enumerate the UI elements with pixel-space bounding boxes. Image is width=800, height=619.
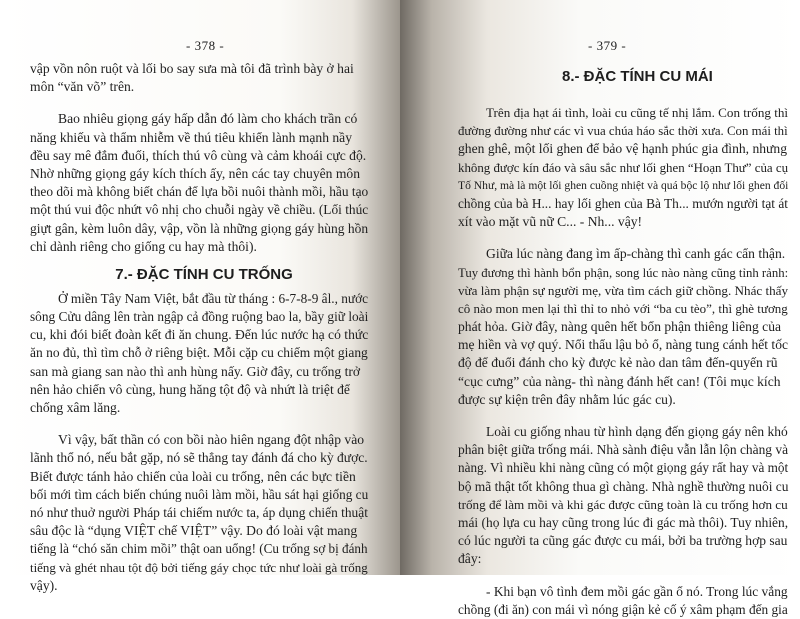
text-line: chồng (đi ăn) con mái vì nóng giận kẻ cố ý xâm phạm đến gia — [458, 601, 788, 617]
text-line: cô nào mon men lại thì thỉ to nhỏ với “ba cu tèo”, thì ghè tương — [458, 300, 788, 316]
text-line: mái (họ lựa cu hay cũng trong lúc đi gác mà thôi). Tuy nhiên, — [458, 514, 789, 530]
left-page — [0, 0, 400, 593]
text-line: bối mới tìm cách biến chúng nuôi làm mồi, hầu sát hại giống cu — [30, 486, 369, 502]
text-line: tiếng và ghét nhau tột độ bởi tiếng gáy chọc tức như loài gà trống — [30, 559, 368, 575]
text-line: không được kín đáo và sâu sắc như lối ghen “Hoạn Thư” của cụ — [458, 160, 789, 175]
text-line: Biết được tánh hảo chiến của loài cu trống, nên các bực tiền — [30, 468, 356, 484]
section-heading: 7.- ĐẶC TÍNH CU TRỐNG — [115, 265, 293, 283]
right-page — [400, 0, 800, 617]
text-line: Tuy đương thì hành bổn phận, song lúc nào nàng cũng tỉnh rảnh: — [458, 265, 789, 280]
text-line: đường đường như các vì vua chúa háo sắc thời xưa. Con mái thì — [458, 124, 788, 139]
text-line: nó như thuở người Pháp tái chiếm nước ta, áp dụng chiến thuật — [30, 504, 368, 520]
text-line: Trên địa hạt ái tình, loài cu cũng tế nhị lắm. Con trống thì — [486, 105, 789, 120]
paragraph — [30, 60, 368, 96]
text-line: xít vào mặt vũ nữ C... - Nh... vậy! — [458, 214, 643, 230]
text-line: vậy). — [30, 577, 58, 593]
text-line: sâu độc là “dụng VIỆT chế VIỆT” vậy. Do đó loài vật mang — [30, 523, 358, 539]
text-line: mẹ hiền và vợ quý. Nổi thẩu lậu bỏ ổ, nàng tung cánh hết tốc — [458, 337, 788, 353]
paragraph — [458, 245, 788, 409]
page-number-left: - 378 - — [186, 38, 225, 53]
text-line: một thú vui độc nhứt vô nhị cho chuỗi ngày về chiều. (Lối thúc — [30, 202, 369, 218]
text-line: Ở miền Tây Nam Việt, bắt đầu từ tháng : 6-7-8-9 âl., nước — [58, 290, 369, 306]
right-page-text — [458, 60, 788, 619]
section-heading: 8.- ĐẶC TÍNH CU MÁI — [562, 68, 713, 85]
text-line: chỉ dành riêng cho giống cu hay mà thôi). — [30, 238, 257, 254]
text-line: giựt gân, kèm luôn dây, vập, vồn là những giọng gáy hùng hồn — [30, 220, 369, 236]
text-line: năng khiếu và thẩm nhiễm về thú tiêu khiển lành mạnh nầy — [30, 129, 353, 145]
left-page-text — [30, 60, 368, 595]
text-line: Loài cu giống nhau từ hình dạng đến giọng gáy nên khó — [486, 424, 788, 439]
paragraph — [458, 583, 788, 619]
text-line: theo dõi mà không biết chán để lựa bồi nuôi thành mồi, hầu tạo — [30, 184, 369, 200]
text-line: Vì vậy, bất thần có con bồi nào hiên ngang đột nhập vào — [58, 432, 365, 448]
text-line: có lúc người ta cũng gác được cu mái, bởi ba trường hợp sau — [458, 533, 788, 549]
paragraph — [30, 290, 368, 417]
text-line: nàng. Vì nhiều khi nàng cũng có một giọng gáy rất hay và một — [458, 460, 789, 476]
text-line: Tố Như, mà là một lối ghen cuồng nhiệt và quá bộc lộ như lối ghen đối — [458, 178, 789, 192]
text-line: độ để đuổi đánh cho kỳ được kẻ nào dan tâm đến-quyến rũ — [458, 355, 778, 371]
text-line: lãnh thổ nó, nếu bắt gặp, nó sẽ thẳng tay đánh đá cho kỳ được. — [30, 450, 368, 466]
text-line: trống để làm mồi và khi gác được cũng toàn là cu trống hơn cu — [458, 496, 788, 512]
text-line: ăn no đủ, thì tìm chỗ ở riêng biệt. Mỗi cặp cu chiếm một giang — [30, 345, 368, 361]
text-line: tiếng là “chó săn chim mồi” thật oan uổng! (Cu trống sợ bị đánh — [30, 541, 368, 557]
text-line: Nhờ những giọng gáy kích thích ấy, nên các tay chuyên môn — [30, 165, 361, 181]
text-line: sông Cửu dâng lên tràn ngập cả đồng ruộng bao la, bầy giữ loài — [30, 309, 369, 325]
text-line: vừa làm phận sự người mẹ, vừa tìm cách giữ chồng. Nhác thấy — [458, 282, 789, 298]
paragraph — [30, 431, 368, 595]
text-line: Giữa lúc nàng đang ìm ấp-chàng thì canh gác cẩn thận. — [486, 246, 786, 262]
text-line: bộ mã thật tốt không thua gì chàng. Nhà nghề thường nuôi cu — [458, 478, 789, 494]
text-line: đây: — [458, 551, 482, 567]
text-line: được sự kiện trên đây nhằm lúc gác cu). — [458, 391, 676, 407]
text-line: đều say mê đắm đuối, thích thú vô cùng và cảm khoái cực độ. — [30, 147, 367, 163]
text-line: ghen ghê, một lối ghen để bảo vệ hạnh phúc gia đình, nhưng — [458, 141, 788, 157]
text-line: phát hỏa. Giờ đây, nàng quên hết bổn phận thiêng liêng của — [458, 319, 782, 335]
text-line: Bao nhiêu giọng gáy hấp dẫn đó làm cho khách trần có — [58, 111, 358, 127]
text-line: san mà giang san nào thì anh hùng nấy. Giờ đây, cu trống trở — [30, 363, 361, 379]
text-line: phân biệt giữa trống mái. Nhà sành điệu vẫn lẫn lộn chàng và — [458, 442, 789, 458]
text-line: chống xâm lăng. — [30, 400, 121, 415]
page-number-right: - 379 - — [588, 38, 627, 53]
paragraph — [458, 104, 788, 231]
text-line: nên hảo chiến vô cùng, hung hăng tột độ và nhứt là triệt để — [30, 381, 350, 397]
paragraph — [458, 423, 788, 569]
paragraph — [30, 110, 368, 256]
text-line: “cục cưng” của nàng- thì nàng đánh hết can! (Tôi mục kích — [458, 373, 781, 389]
text-line: chồng của bà H... hay lối ghen của Bà Th... mướn người tạt át — [458, 195, 788, 211]
text-line: vập vồn nôn ruột và lối bo say sưa mà tôi đã trình bày ở hai — [30, 61, 354, 76]
text-line: - Khi bạn vô tình đem mồi gác gần ổ nó. Trong lúc vắng — [486, 583, 788, 599]
text-line: cu, khi đói biết đoàn kết đi ăn chung. Đến lúc nước hạ có thức — [30, 327, 369, 343]
text-line: môn “văn võ” trên. — [30, 79, 135, 95]
